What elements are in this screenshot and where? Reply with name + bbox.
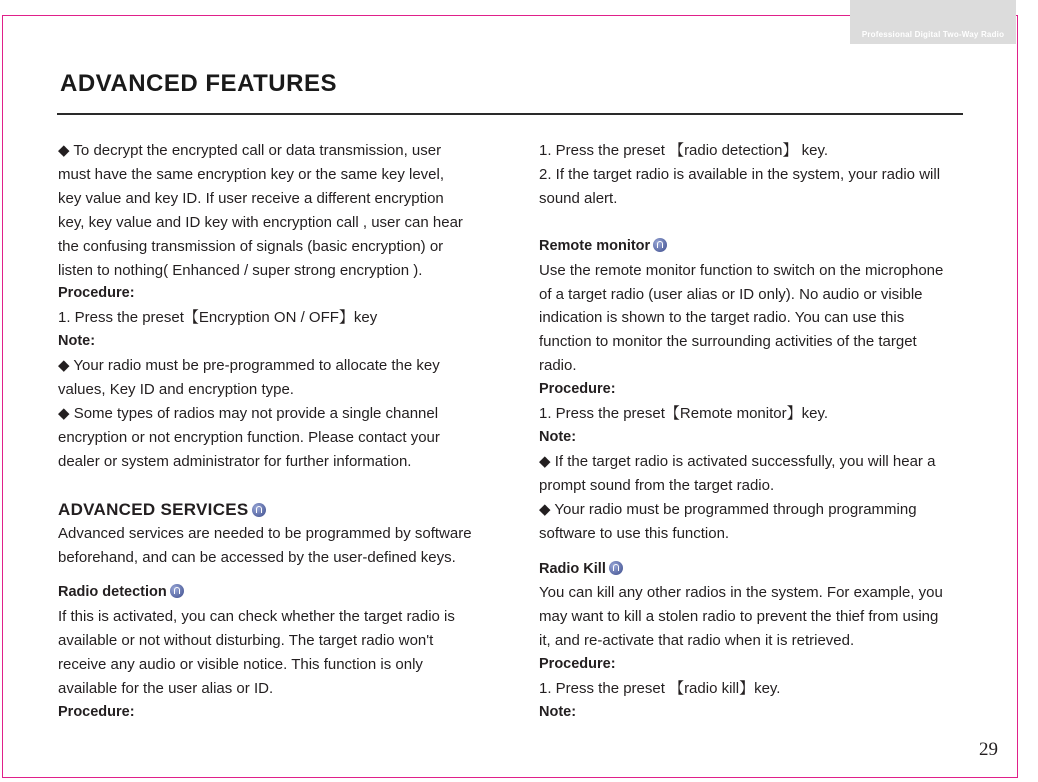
services-line: Advanced services are needed to be programmed by software [58,524,472,542]
radio-detection-line: available or not without disturbing. The target radio won't [58,632,434,650]
radio-detection-line: If this is activated, you can check whether the target radio is [58,608,455,626]
note-line: ◆ Your radio must be pre-programmed to allocate the key [58,357,440,375]
procedure-label: Procedure: [58,703,135,720]
left-column [58,139,498,725]
note-label: Note: [58,333,96,350]
note-label: Note: [539,428,577,445]
procedure-step: 1. Press the preset【Encryption ON / OFF】key [58,309,378,327]
procedure-label: Procedure: [539,381,616,398]
note-line: ◆ Your radio must be programmed through programming [539,500,917,518]
note-line: prompt sound from the target radio. [539,476,775,494]
decrypt-line: key value and key ID. If user receive a different encryption [58,189,444,207]
procedure-step: 1. Press the preset【Remote monitor】key. [539,405,828,423]
note-line: ◆ Some types of radios may not provide a single channel [58,404,439,422]
detection-step: 1. Press the preset 【radio detection】 key. [539,142,829,159]
note-label: Note: [539,703,577,720]
radio-kill-line: may want to kill a stolen radio to prevent the thief from using [539,608,939,626]
remote-monitor-line: radio. [539,357,577,375]
note-line: dealer or system administrator for further information. [58,452,412,470]
remote-monitor-title: Remote monitor [539,237,651,254]
feature-icon [609,561,623,575]
feature-icon [252,503,266,517]
radio-detection-line: available for the user alias or ID. [58,680,274,698]
remote-monitor-line: Use the remote monitor function to switch on the microphone [539,261,944,279]
feature-icon [653,238,667,252]
services-line: beforehand, and can be accessed by the user-defined keys. [58,548,456,566]
remote-monitor-line: indication is shown to the target radio. You can use this [539,309,905,327]
procedure-label: Procedure: [539,656,616,673]
page-title: ADVANCED FEATURES [60,70,337,97]
radio-kill-line: You can kill any other radios in the system. For example, you [539,584,943,602]
radio-kill-title: Radio Kill [539,560,606,577]
detection-step: 2. If the target radio is available in the system, your radio will [539,165,941,183]
services-heading [58,498,498,522]
detection-step: sound alert. [539,189,618,207]
decrypt-line: the confusing transmission of signals (basic encryption) or [58,237,444,255]
title-divider [57,113,963,115]
right-column [539,139,979,725]
radio-detection-heading [58,581,498,605]
note-line: ◆ If the target radio is activated successfully, you will hear a [539,452,936,470]
remote-monitor-line: of a target radio (user alias or ID only). No audio or visible [539,285,923,303]
feature-icon [170,584,184,598]
header-tab: Professional Digital Two-Way Radio [850,0,1016,44]
procedure-label: Procedure: [58,285,135,302]
services-title: ADVANCED SERVICES [58,499,249,519]
note-line: software to use this function. [539,524,730,542]
decrypt-line: listen to nothing( Enhanced / super strong encryption ). [58,261,423,279]
radio-kill-heading [539,558,979,582]
decrypt-line: key, key value and ID key with encryption call , user can hear [58,213,463,231]
page-number: 29 [979,739,998,760]
procedure-step: 1. Press the preset 【radio kill】key. [539,680,781,698]
remote-monitor-line: function to monitor the surrounding activities of the target [539,333,917,351]
decrypt-line: ◆ To decrypt the encrypted call or data transmission, user [58,142,442,159]
remote-monitor-heading [539,235,979,259]
note-line: encryption or not encryption function. Please contact your [58,428,440,446]
radio-detection-title: Radio detection [58,584,167,601]
note-line: values, Key ID and encryption type. [58,381,294,399]
radio-kill-line: it, and re-activate that radio when it is retrieved. [539,632,855,650]
radio-detection-line: receive any audio or visible notice. This function is only [58,656,423,674]
decrypt-line: must have the same encryption key or the same key level, [58,165,445,183]
